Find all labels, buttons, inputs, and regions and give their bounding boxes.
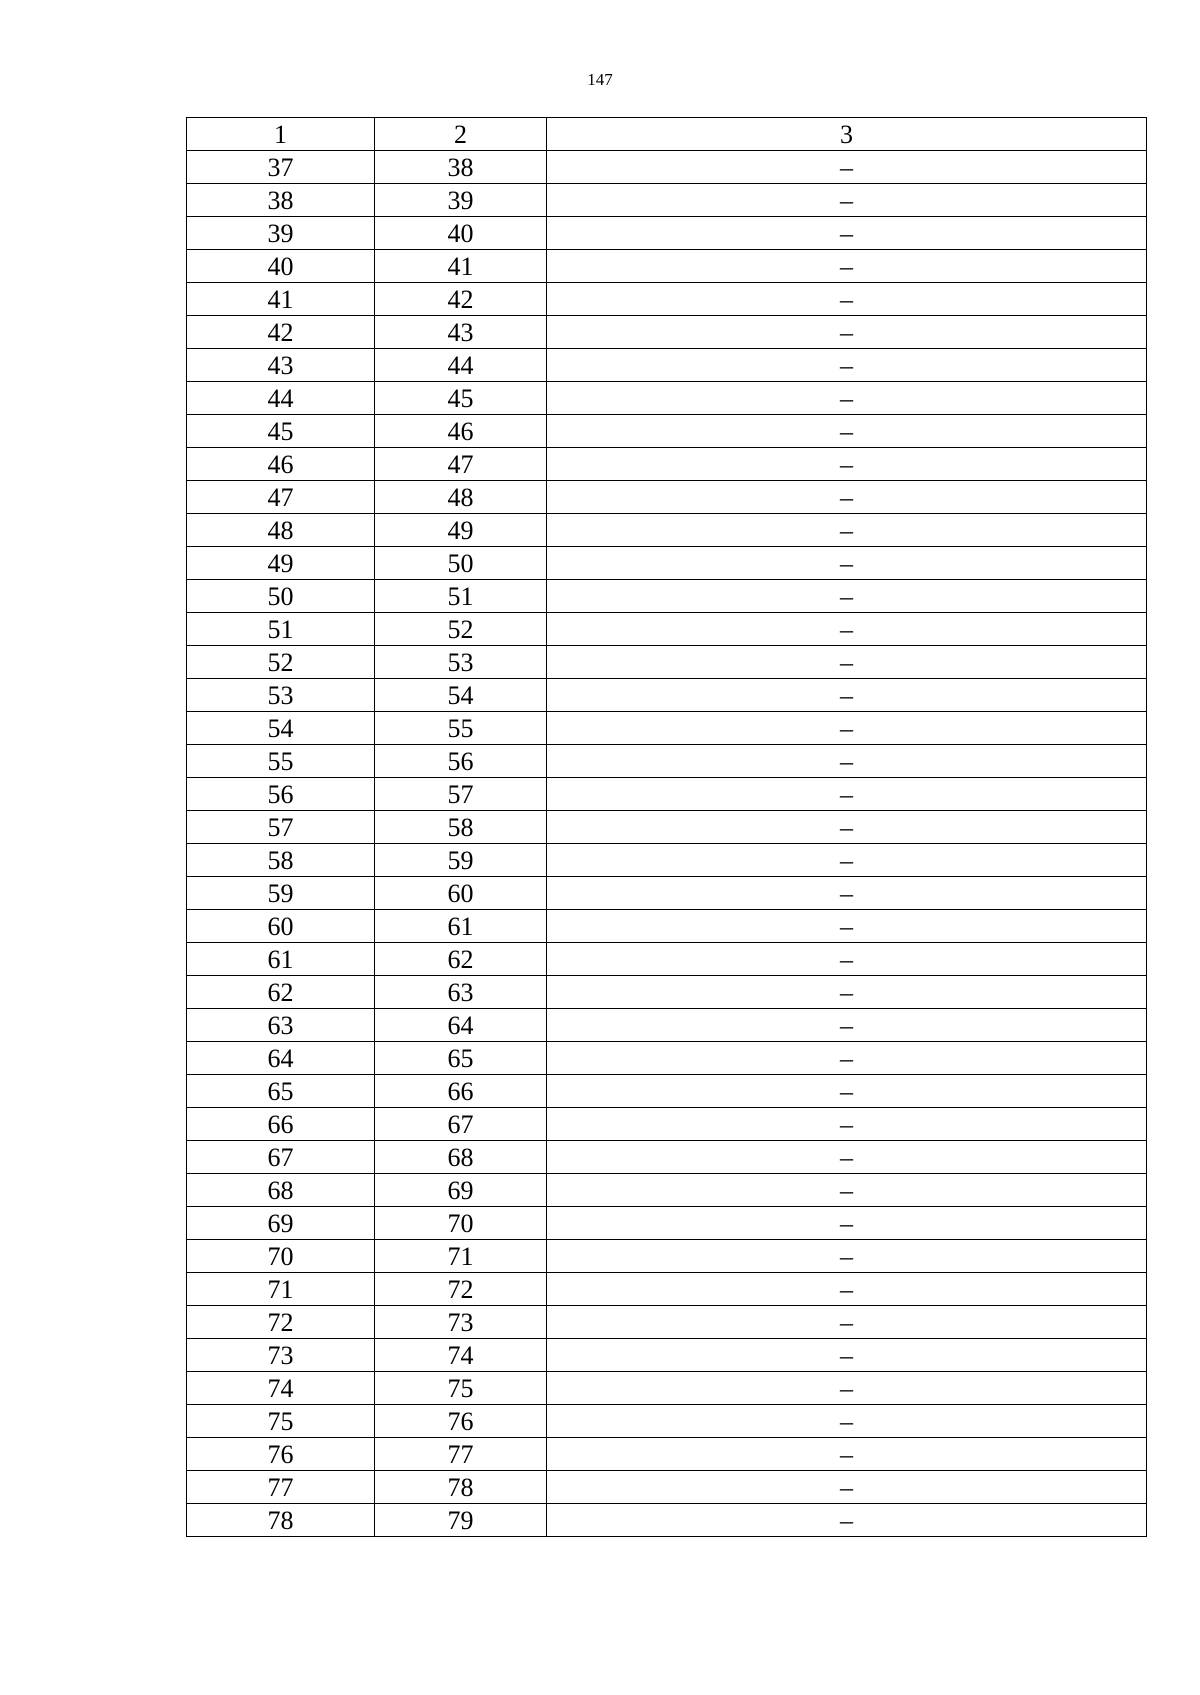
table-row <box>187 382 1147 415</box>
table-cell: – <box>547 844 1147 877</box>
data-table-container <box>186 117 1146 1537</box>
table-cell: 60 <box>187 910 375 943</box>
table-row <box>187 514 1147 547</box>
table-row <box>187 811 1147 844</box>
table-cell: 67 <box>187 1141 375 1174</box>
table-row <box>187 910 1147 943</box>
table-cell: – <box>547 1042 1147 1075</box>
table-cell: – <box>547 184 1147 217</box>
table-cell: – <box>547 1438 1147 1471</box>
table-row <box>187 943 1147 976</box>
table-cell: – <box>547 349 1147 382</box>
table-cell: 57 <box>187 811 375 844</box>
table-cell: 74 <box>375 1339 547 1372</box>
table-row <box>187 217 1147 250</box>
table-cell: 51 <box>187 613 375 646</box>
table-cell: 61 <box>375 910 547 943</box>
table-cell: – <box>547 1339 1147 1372</box>
table-cell: 50 <box>375 547 547 580</box>
table-cell: 42 <box>187 316 375 349</box>
table-row <box>187 250 1147 283</box>
table-row <box>187 316 1147 349</box>
table-cell: 38 <box>187 184 375 217</box>
table-cell: 73 <box>187 1339 375 1372</box>
table-row <box>187 1471 1147 1504</box>
table-cell: 78 <box>375 1471 547 1504</box>
table-cell: 42 <box>375 283 547 316</box>
table-cell: – <box>547 910 1147 943</box>
table-cell: – <box>547 1504 1147 1537</box>
table-cell: 52 <box>375 613 547 646</box>
column-header: 2 <box>375 118 547 151</box>
table-cell: 78 <box>187 1504 375 1537</box>
table-cell: 49 <box>375 514 547 547</box>
table-row <box>187 349 1147 382</box>
table-cell: 72 <box>375 1273 547 1306</box>
table-cell: 60 <box>375 877 547 910</box>
table-cell: 44 <box>375 349 547 382</box>
table-row <box>187 580 1147 613</box>
table-cell: 46 <box>375 415 547 448</box>
table-cell: 48 <box>187 514 375 547</box>
table-cell: 56 <box>375 745 547 778</box>
table-cell: 65 <box>187 1075 375 1108</box>
table-cell: 71 <box>375 1240 547 1273</box>
table-row <box>187 184 1147 217</box>
table-row <box>187 877 1147 910</box>
table-cell: 52 <box>187 646 375 679</box>
table-row <box>187 1174 1147 1207</box>
table-cell: – <box>547 877 1147 910</box>
table-row <box>187 151 1147 184</box>
table-cell: 73 <box>375 1306 547 1339</box>
table-cell: 64 <box>375 1009 547 1042</box>
table-cell: – <box>547 811 1147 844</box>
table-cell: 50 <box>187 580 375 613</box>
table-cell: 68 <box>375 1141 547 1174</box>
table-cell: 49 <box>187 547 375 580</box>
table-row <box>187 1108 1147 1141</box>
table-cell: 54 <box>375 679 547 712</box>
table-cell: 65 <box>375 1042 547 1075</box>
table-row <box>187 1339 1147 1372</box>
table-cell: 43 <box>375 316 547 349</box>
table-cell: 69 <box>187 1207 375 1240</box>
table-cell: 59 <box>375 844 547 877</box>
table-row <box>187 1075 1147 1108</box>
table-row <box>187 613 1147 646</box>
table-cell: – <box>547 1471 1147 1504</box>
table-row <box>187 1438 1147 1471</box>
table-cell: 76 <box>187 1438 375 1471</box>
table-cell: – <box>547 1240 1147 1273</box>
table-cell: 58 <box>187 844 375 877</box>
table-cell: 38 <box>375 151 547 184</box>
table-row <box>187 1240 1147 1273</box>
table-row <box>187 778 1147 811</box>
table-cell: – <box>547 1075 1147 1108</box>
table-cell: 40 <box>375 217 547 250</box>
table-row <box>187 1273 1147 1306</box>
table-cell: – <box>547 1009 1147 1042</box>
table-cell: 53 <box>187 679 375 712</box>
table-cell: – <box>547 547 1147 580</box>
column-header: 3 <box>547 118 1147 151</box>
table-cell: 61 <box>187 943 375 976</box>
table-row <box>187 1372 1147 1405</box>
table-row <box>187 712 1147 745</box>
table-cell: – <box>547 382 1147 415</box>
column-header: 1 <box>187 118 375 151</box>
table-cell: 67 <box>375 1108 547 1141</box>
table-cell: – <box>547 646 1147 679</box>
table-row <box>187 679 1147 712</box>
table-cell: 39 <box>187 217 375 250</box>
table-cell: 70 <box>375 1207 547 1240</box>
table-row <box>187 1042 1147 1075</box>
table-header-row <box>187 118 1147 151</box>
table-cell: – <box>547 1372 1147 1405</box>
table-cell: 44 <box>187 382 375 415</box>
table-cell: 40 <box>187 250 375 283</box>
table-cell: 54 <box>187 712 375 745</box>
table-cell: – <box>547 1207 1147 1240</box>
table-cell: – <box>547 1405 1147 1438</box>
table-cell: 69 <box>375 1174 547 1207</box>
table-cell: – <box>547 580 1147 613</box>
table-cell: 45 <box>187 415 375 448</box>
table-cell: – <box>547 976 1147 1009</box>
table-cell: 53 <box>375 646 547 679</box>
table-cell: 71 <box>187 1273 375 1306</box>
table-cell: 77 <box>375 1438 547 1471</box>
table-cell: – <box>547 712 1147 745</box>
table-cell: 58 <box>375 811 547 844</box>
table-cell: – <box>547 778 1147 811</box>
table-row <box>187 844 1147 877</box>
table-cell: 48 <box>375 481 547 514</box>
table-cell: 46 <box>187 448 375 481</box>
table-cell: 55 <box>187 745 375 778</box>
table-cell: 55 <box>375 712 547 745</box>
table-cell: 66 <box>187 1108 375 1141</box>
table-row <box>187 1141 1147 1174</box>
table-cell: 51 <box>375 580 547 613</box>
table-row <box>187 481 1147 514</box>
table-row <box>187 415 1147 448</box>
table-cell: 59 <box>187 877 375 910</box>
table-body <box>187 151 1147 1537</box>
table-cell: – <box>547 745 1147 778</box>
table-cell: – <box>547 316 1147 349</box>
table-row <box>187 1009 1147 1042</box>
table-row <box>187 1207 1147 1240</box>
table-cell: 62 <box>375 943 547 976</box>
table-row <box>187 646 1147 679</box>
table-cell: 74 <box>187 1372 375 1405</box>
table-row <box>187 745 1147 778</box>
table-cell: 72 <box>187 1306 375 1339</box>
table-cell: – <box>547 1306 1147 1339</box>
table-cell: 47 <box>375 448 547 481</box>
table-cell: 63 <box>187 1009 375 1042</box>
table-cell: 37 <box>187 151 375 184</box>
table-cell: – <box>547 448 1147 481</box>
table-cell: 64 <box>187 1042 375 1075</box>
table-cell: – <box>547 514 1147 547</box>
table-row <box>187 283 1147 316</box>
table-cell: – <box>547 415 1147 448</box>
table-cell: – <box>547 943 1147 976</box>
table-cell: 63 <box>375 976 547 1009</box>
table-cell: 47 <box>187 481 375 514</box>
table-cell: 75 <box>187 1405 375 1438</box>
table-row <box>187 1405 1147 1438</box>
table-row <box>187 448 1147 481</box>
table-cell: – <box>547 151 1147 184</box>
table-cell: 41 <box>187 283 375 316</box>
table-cell: 79 <box>375 1504 547 1537</box>
table-cell: – <box>547 1273 1147 1306</box>
table-cell: 62 <box>187 976 375 1009</box>
table-row <box>187 1306 1147 1339</box>
table-row <box>187 547 1147 580</box>
table-cell: – <box>547 1174 1147 1207</box>
page-number: 147 <box>587 70 613 89</box>
table-cell: 66 <box>375 1075 547 1108</box>
table-cell: – <box>547 217 1147 250</box>
table-cell: 68 <box>187 1174 375 1207</box>
table-cell: 75 <box>375 1372 547 1405</box>
table-cell: 43 <box>187 349 375 382</box>
table-cell: – <box>547 1141 1147 1174</box>
table-cell: – <box>547 250 1147 283</box>
table-row <box>187 976 1147 1009</box>
table-cell: 77 <box>187 1471 375 1504</box>
table-cell: 56 <box>187 778 375 811</box>
table-cell: 57 <box>375 778 547 811</box>
table-cell: 45 <box>375 382 547 415</box>
table-cell: – <box>547 679 1147 712</box>
table-cell: 70 <box>187 1240 375 1273</box>
table-cell: 41 <box>375 250 547 283</box>
data-table <box>186 117 1147 1537</box>
table-cell: – <box>547 613 1147 646</box>
table-cell: – <box>547 481 1147 514</box>
table-cell: 39 <box>375 184 547 217</box>
table-cell: – <box>547 283 1147 316</box>
table-cell: – <box>547 1108 1147 1141</box>
table-cell: 76 <box>375 1405 547 1438</box>
table-row <box>187 1504 1147 1537</box>
